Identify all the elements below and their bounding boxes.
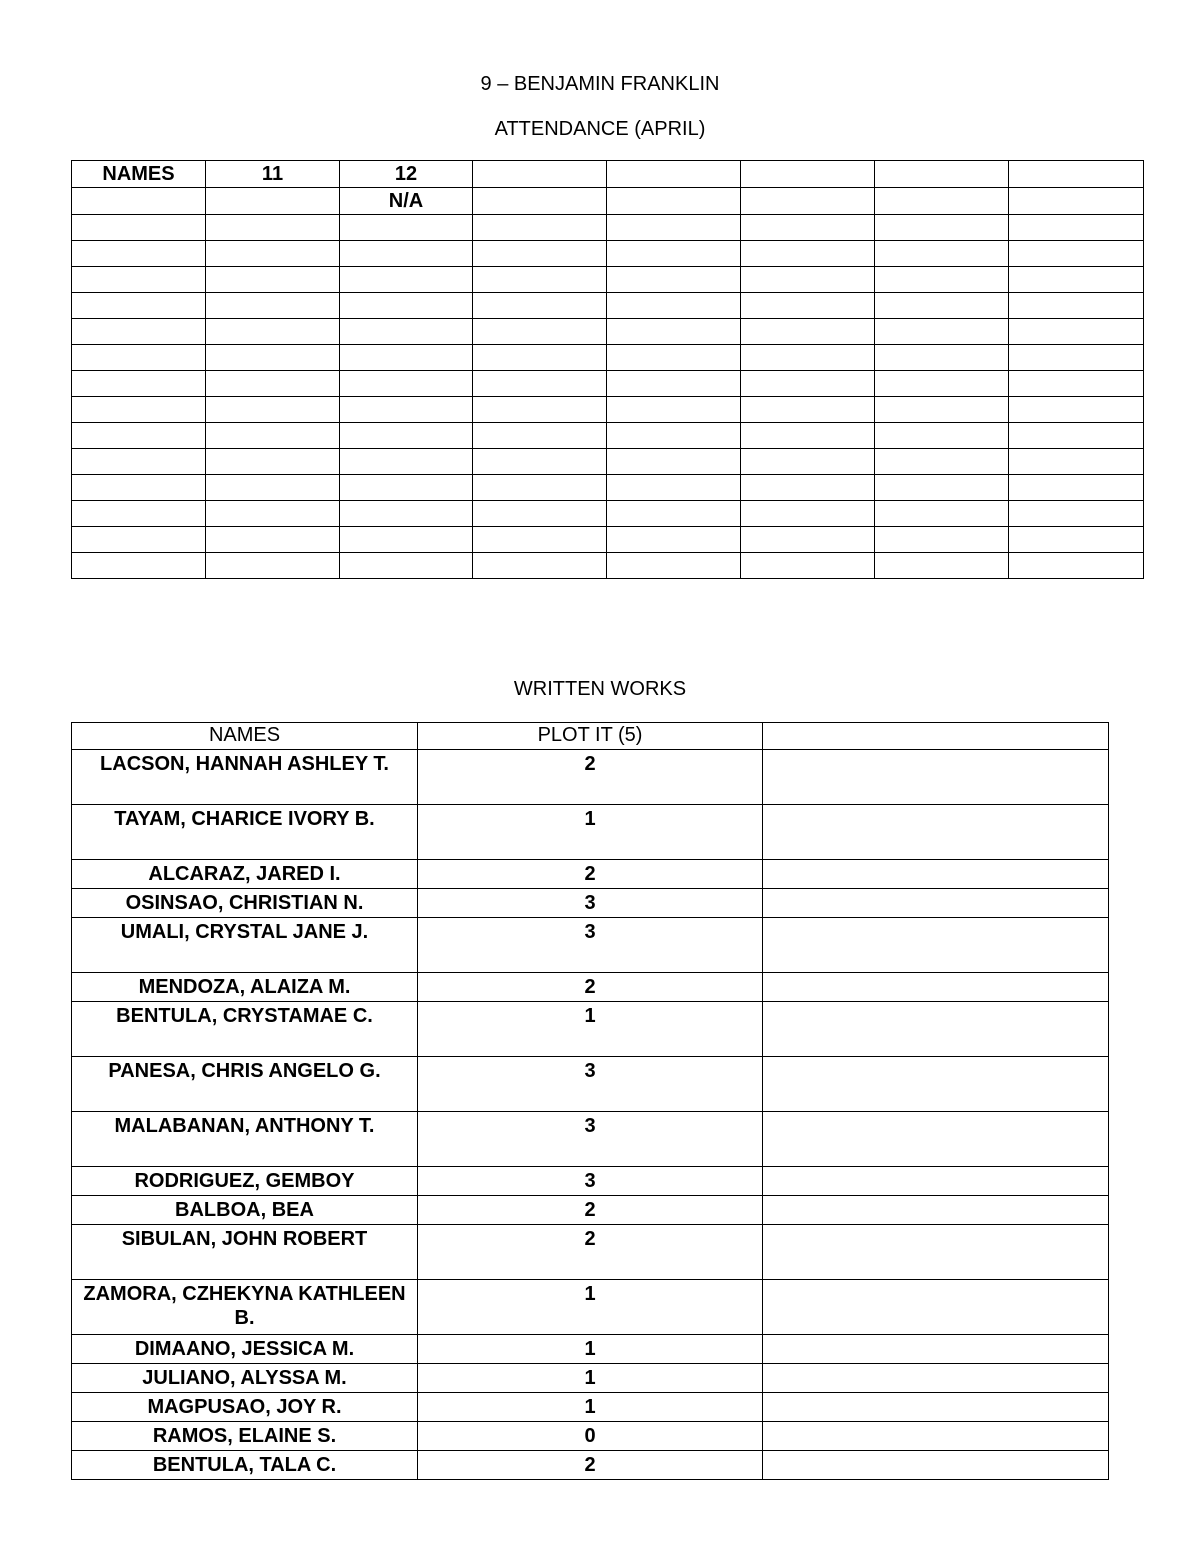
student-score: 1 (418, 1393, 763, 1422)
student-row (72, 1057, 1109, 1112)
student-score: 1 (418, 1280, 763, 1335)
attendance-cell (607, 553, 741, 579)
student-extra (763, 860, 1109, 889)
attendance-cell (473, 501, 607, 527)
student-score: 2 (418, 1451, 763, 1480)
student-score: 2 (418, 750, 763, 805)
attendance-cell (206, 423, 340, 449)
student-name: JULIANO, ALYSSA M. (72, 1364, 418, 1393)
student-extra (763, 1422, 1109, 1451)
attendance-cell (72, 527, 206, 553)
attendance-header-cell: 12 (340, 161, 473, 188)
attendance-cell (340, 449, 473, 475)
attendance-cell (206, 371, 340, 397)
attendance-cell (875, 527, 1009, 553)
attendance-cell (875, 423, 1009, 449)
attendance-cell (607, 501, 741, 527)
attendance-cell (72, 423, 206, 449)
student-row (72, 1280, 1109, 1335)
attendance-cell (340, 319, 473, 345)
attendance-row (72, 371, 1144, 397)
attendance-cell (875, 293, 1009, 319)
student-name: RODRIGUEZ, GEMBOY (72, 1167, 418, 1196)
attendance-cell (741, 188, 875, 215)
student-extra (763, 1002, 1109, 1057)
attendance-header-cell (875, 161, 1009, 188)
attendance-cell (607, 241, 741, 267)
written-works-header-row (72, 723, 1109, 750)
attendance-cell (875, 215, 1009, 241)
attendance-cell (206, 267, 340, 293)
student-extra (763, 1112, 1109, 1167)
attendance-cell (340, 371, 473, 397)
attendance-cell (72, 188, 206, 215)
attendance-cell (473, 423, 607, 449)
attendance-cell (206, 553, 340, 579)
student-score: 3 (418, 1167, 763, 1196)
attendance-cell (607, 293, 741, 319)
student-name: LACSON, HANNAH ASHLEY T. (72, 750, 418, 805)
student-extra (763, 1225, 1109, 1280)
student-name: MAGPUSAO, JOY R. (72, 1393, 418, 1422)
attendance-cell (1009, 371, 1144, 397)
section-title: 9 – BENJAMIN FRANKLIN (480, 73, 720, 95)
student-name: RAMOS, ELAINE S. (72, 1422, 418, 1451)
attendance-cell (72, 501, 206, 527)
attendance-cell (607, 423, 741, 449)
attendance-cell (473, 345, 607, 371)
attendance-cell (741, 501, 875, 527)
student-row (72, 750, 1109, 805)
attendance-row (72, 527, 1144, 553)
attendance-header-cell (1009, 161, 1144, 188)
student-row (72, 1364, 1109, 1393)
written-works-header-cell: PLOT IT (5) (418, 723, 763, 750)
student-score: 1 (418, 1335, 763, 1364)
attendance-cell (206, 501, 340, 527)
written-works-header-cell: NAMES (72, 723, 418, 750)
attendance-cell (875, 319, 1009, 345)
attendance-cell (340, 527, 473, 553)
attendance-header-cell: NAMES (72, 161, 206, 188)
attendance-row (72, 215, 1144, 241)
student-extra (763, 918, 1109, 973)
attendance-cell (875, 397, 1009, 423)
attendance-cell (741, 423, 875, 449)
attendance-cell (741, 215, 875, 241)
student-row (72, 1002, 1109, 1057)
attendance-cell (340, 267, 473, 293)
student-extra (763, 750, 1109, 805)
student-name: OSINSAO, CHRISTIAN N. (72, 889, 418, 918)
attendance-cell (875, 267, 1009, 293)
student-name: SIBULAN, JOHN ROBERT (72, 1225, 418, 1280)
attendance-cell (206, 449, 340, 475)
attendance-cell (1009, 345, 1144, 371)
student-extra (763, 1451, 1109, 1480)
attendance-cell (473, 215, 607, 241)
student-extra (763, 889, 1109, 918)
attendance-cell (340, 553, 473, 579)
attendance-cell (473, 241, 607, 267)
attendance-cell (473, 553, 607, 579)
student-score: 1 (418, 1364, 763, 1393)
attendance-header-row (72, 161, 1144, 188)
attendance-row (72, 267, 1144, 293)
attendance-cell (607, 188, 741, 215)
attendance-cell (607, 319, 741, 345)
attendance-cell (473, 267, 607, 293)
student-name: MALABANAN, ANTHONY T. (72, 1112, 418, 1167)
attendance-table (71, 160, 1144, 579)
student-score: 2 (418, 860, 763, 889)
student-row (72, 1393, 1109, 1422)
written-works-table (71, 722, 1109, 1480)
student-extra (763, 805, 1109, 860)
attendance-cell (1009, 188, 1144, 215)
attendance-cell (1009, 449, 1144, 475)
student-extra (763, 973, 1109, 1002)
student-row (72, 1196, 1109, 1225)
student-row (72, 918, 1109, 973)
attendance-cell (340, 475, 473, 501)
attendance-cell (340, 293, 473, 319)
student-row (72, 1422, 1109, 1451)
student-extra (763, 1057, 1109, 1112)
student-row (72, 1335, 1109, 1364)
attendance-header-cell (741, 161, 875, 188)
attendance-cell (206, 293, 340, 319)
attendance-cell (741, 345, 875, 371)
attendance-cell (875, 449, 1009, 475)
attendance-cell (473, 371, 607, 397)
student-score: 2 (418, 1196, 763, 1225)
attendance-cell (206, 345, 340, 371)
student-row (72, 1451, 1109, 1480)
student-score: 2 (418, 1225, 763, 1280)
student-row (72, 889, 1109, 918)
attendance-cell (607, 371, 741, 397)
attendance-cell (72, 345, 206, 371)
attendance-row (72, 241, 1144, 267)
attendance-cell (206, 397, 340, 423)
student-extra (763, 1196, 1109, 1225)
attendance-cell (1009, 397, 1144, 423)
attendance-cell (72, 449, 206, 475)
attendance-cell (72, 397, 206, 423)
attendance-cell (741, 475, 875, 501)
student-row (72, 1167, 1109, 1196)
student-name: DIMAANO, JESSICA M. (72, 1335, 418, 1364)
student-extra (763, 1167, 1109, 1196)
attendance-row (72, 501, 1144, 527)
attendance-row (72, 319, 1144, 345)
student-extra (763, 1335, 1109, 1364)
student-name: BALBOA, BEA (72, 1196, 418, 1225)
student-score: 0 (418, 1422, 763, 1451)
attendance-cell (875, 553, 1009, 579)
student-extra (763, 1364, 1109, 1393)
attendance-cell (340, 423, 473, 449)
attendance-title: ATTENDANCE (APRIL) (494, 118, 706, 140)
attendance-cell (1009, 215, 1144, 241)
attendance-cell (206, 188, 340, 215)
attendance-cell (1009, 267, 1144, 293)
attendance-row (72, 423, 1144, 449)
student-extra (763, 1280, 1109, 1335)
attendance-cell (607, 215, 741, 241)
attendance-row (72, 553, 1144, 579)
attendance-cell (607, 475, 741, 501)
attendance-cell (473, 188, 607, 215)
attendance-cell (473, 319, 607, 345)
student-name: PANESA, CHRIS ANGELO G. (72, 1057, 418, 1112)
student-score: 3 (418, 889, 763, 918)
attendance-cell (1009, 553, 1144, 579)
attendance-cell (741, 553, 875, 579)
attendance-cell (473, 475, 607, 501)
written-works-title: WRITTEN WORKS (513, 678, 687, 700)
attendance-cell (741, 293, 875, 319)
student-row (72, 1225, 1109, 1280)
attendance-cell: N/A (340, 188, 473, 215)
attendance-cell (206, 527, 340, 553)
attendance-cell (607, 345, 741, 371)
attendance-cell (473, 449, 607, 475)
student-score: 3 (418, 1057, 763, 1112)
attendance-cell (741, 527, 875, 553)
attendance-cell (72, 215, 206, 241)
attendance-cell (340, 215, 473, 241)
attendance-cell (741, 397, 875, 423)
attendance-cell (875, 241, 1009, 267)
attendance-row (72, 188, 1144, 215)
attendance-row (72, 475, 1144, 501)
attendance-cell (72, 293, 206, 319)
attendance-cell (72, 319, 206, 345)
attendance-cell (741, 371, 875, 397)
student-score: 2 (418, 973, 763, 1002)
student-name: MENDOZA, ALAIZA M. (72, 973, 418, 1002)
attendance-cell (206, 241, 340, 267)
attendance-cell (340, 345, 473, 371)
student-name: TAYAM, CHARICE IVORY B. (72, 805, 418, 860)
attendance-cell (473, 293, 607, 319)
attendance-cell (1009, 527, 1144, 553)
student-score: 3 (418, 1112, 763, 1167)
student-name: UMALI, CRYSTAL JANE J. (72, 918, 418, 973)
attendance-cell (1009, 319, 1144, 345)
attendance-cell (875, 475, 1009, 501)
attendance-cell (1009, 475, 1144, 501)
student-row (72, 1112, 1109, 1167)
attendance-cell (607, 449, 741, 475)
attendance-cell (1009, 501, 1144, 527)
attendance-row (72, 449, 1144, 475)
attendance-cell (875, 345, 1009, 371)
attendance-header-cell: 11 (206, 161, 340, 188)
attendance-cell (72, 553, 206, 579)
attendance-cell (72, 267, 206, 293)
attendance-cell (206, 319, 340, 345)
attendance-header-cell (607, 161, 741, 188)
attendance-cell (875, 371, 1009, 397)
student-name: ZAMORA, CZHEKYNA KATHLEEN B. (72, 1280, 418, 1335)
attendance-cell (741, 449, 875, 475)
attendance-cell (741, 267, 875, 293)
student-score: 1 (418, 805, 763, 860)
attendance-row (72, 397, 1144, 423)
attendance-cell (1009, 241, 1144, 267)
attendance-cell (875, 188, 1009, 215)
attendance-cell (206, 215, 340, 241)
attendance-cell (607, 267, 741, 293)
written-works-header-cell (763, 723, 1109, 750)
attendance-cell (72, 371, 206, 397)
student-name: ALCARAZ, JARED I. (72, 860, 418, 889)
attendance-cell (72, 475, 206, 501)
student-row (72, 860, 1109, 889)
attendance-cell (340, 397, 473, 423)
attendance-cell (741, 241, 875, 267)
attendance-header-cell (473, 161, 607, 188)
attendance-cell (607, 527, 741, 553)
attendance-row (72, 293, 1144, 319)
attendance-cell (875, 501, 1009, 527)
attendance-cell (340, 241, 473, 267)
student-row (72, 973, 1109, 1002)
attendance-cell (1009, 423, 1144, 449)
attendance-cell (473, 527, 607, 553)
attendance-row (72, 345, 1144, 371)
attendance-cell (473, 397, 607, 423)
attendance-cell (741, 319, 875, 345)
student-row (72, 805, 1109, 860)
student-name: BENTULA, TALA C. (72, 1451, 418, 1480)
attendance-cell (340, 501, 473, 527)
student-score: 3 (418, 918, 763, 973)
attendance-cell (607, 397, 741, 423)
attendance-cell (72, 241, 206, 267)
student-name: BENTULA, CRYSTAMAE C. (72, 1002, 418, 1057)
student-extra (763, 1393, 1109, 1422)
attendance-cell (206, 475, 340, 501)
attendance-cell (1009, 293, 1144, 319)
student-score: 1 (418, 1002, 763, 1057)
